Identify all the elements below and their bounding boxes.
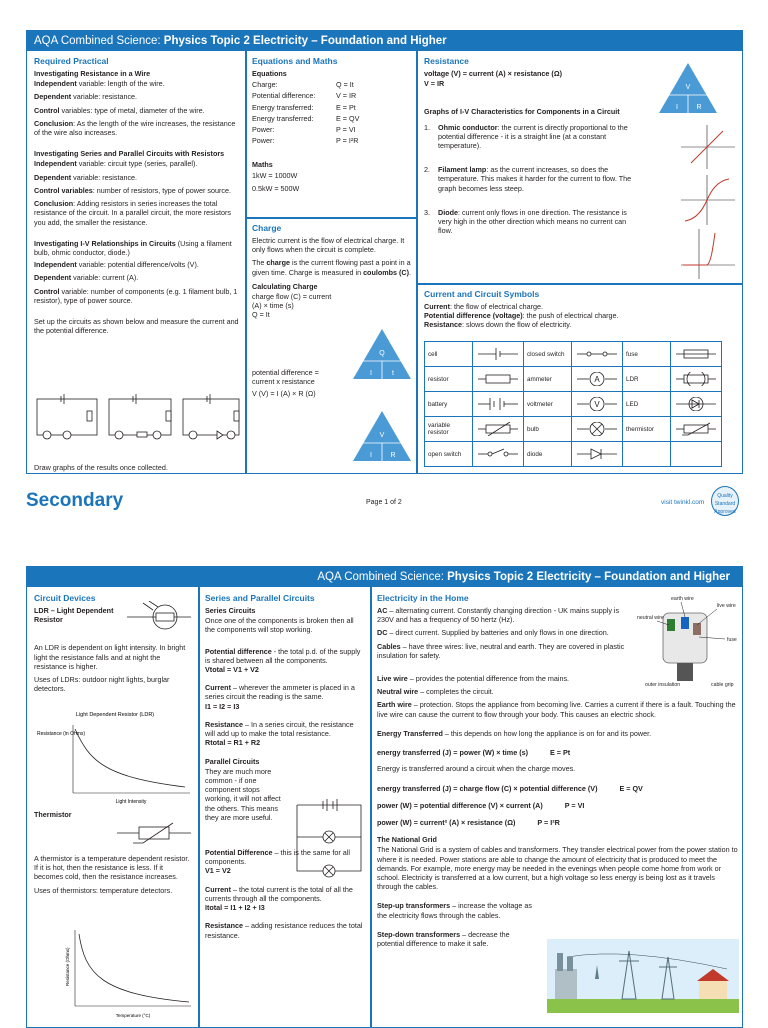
tri-label: t [392, 370, 394, 377]
thermistor-graph [51, 924, 197, 1020]
thermistor-text-block [34, 854, 194, 895]
charge-moves-text: Energy is transferred around a circuit when the charge moves. [377, 764, 576, 774]
step-up-text: Step-up transformers – increase the voltage as the electricity flows through the cables. [377, 901, 533, 920]
equation-row [252, 135, 359, 146]
symbol-label: open switch [425, 442, 473, 467]
plug-label: fuse [727, 637, 737, 643]
iv-list [424, 123, 664, 236]
symbol-label: thermistor [623, 417, 671, 442]
therm-xlabel: Temperature (°C) [115, 1013, 151, 1018]
series-text: Once one of the components is broken then all the components will stop working. [205, 616, 354, 635]
symbol-row [425, 367, 722, 392]
symbol-label: diode [524, 442, 572, 467]
divider [416, 51, 418, 474]
series-pd: Potential difference - the total p.d. of the supply is shared between all the components. [205, 646, 361, 665]
section-title-rest: (Using a filament bulb, ohmic conductor, diode.) [34, 238, 232, 257]
equations-sub: Equations [252, 68, 287, 78]
voltage-triangle [351, 409, 413, 463]
symbol-definition: Current: the flow of electrical charge. [424, 301, 544, 311]
page-number: Page 1 of 2 [366, 499, 402, 506]
grid-text: The National Grid is a system of cables and transformers. They transfer electrical power from the power station to where it is needed. Power stations are able to change the amount of electricity that is produced to meet the demands. For example, more energy may be needed in the evenings when people come home from work or school. Electricity is transferred at a low current, but a high voltage so less energy is being lost as it travels through the cables. [377, 845, 738, 892]
equation-formula: P = I²R [336, 136, 359, 146]
LED-icon [671, 392, 722, 417]
wire-resistance-lines [34, 79, 240, 137]
practical-line: Independent variable: length of the wire. [34, 79, 165, 89]
series-resistance: Resistance – In a series circuit, the resistance will add up to make the total resistance. [205, 719, 354, 739]
practical-line: Conclusion: As the length of the wire increases, the resistance of the wire also increases. [34, 118, 236, 137]
ac-text: AC – alternating current. Constantly changing direction - UK mains supply is 230V and has a frequency of 50 hertz (Hz). [377, 605, 620, 625]
devices-heading: Circuit Devices [34, 593, 96, 603]
open-switch-icon [473, 442, 524, 467]
earth-text: Earth wire – protection. Stops the appliance from becoming live. Carries a current if there is a fault. Touching the live wire can cause the current to flow through your body. This causes an electric shock. [377, 700, 736, 719]
svg-text:A: A [594, 375, 600, 384]
ldr-xlabel: Light Intensity [115, 799, 147, 805]
brand-logo: Secondary [26, 490, 124, 511]
charge-p1: Electric current is the flow of electrical charge. It only flows when the circuit is complete. [252, 235, 405, 255]
ldr-title: LDR – Light Dependent Resistor [34, 605, 114, 625]
resistance-eq-short: V = IR [424, 79, 445, 89]
series-pd-eq: Vtotal = V1 + V2 [205, 664, 259, 674]
page-two [26, 566, 743, 1028]
plug-label: earth wire [671, 596, 694, 602]
equation-name: Power: [252, 124, 275, 134]
quality-badge: Quality Standard Approved [711, 486, 739, 516]
battery-icon [473, 392, 524, 417]
svg-text:R: R [390, 452, 396, 459]
parallel-resistance: Resistance – adding resistance reduces the total resistance. [205, 921, 363, 940]
parallel-current: Current – the total current is the total of all the currents through all the components. [205, 884, 353, 903]
title-main: Physics Topic 2 Electricity – Foundation and Higher [163, 35, 447, 47]
filament-graph [677, 173, 737, 227]
equation-row [252, 90, 359, 101]
symbol-label [623, 442, 671, 467]
practical-line: Control variables: number of resistors, type of power source. [34, 185, 231, 195]
symbol-row [425, 392, 722, 417]
symbol-label: LED [623, 392, 671, 417]
symbol-label: bulb [524, 417, 572, 442]
symbol-label: battery [425, 392, 473, 417]
page-two-title-bar [27, 567, 742, 587]
symbols-section [424, 289, 734, 330]
home-heading: Electricity in the Home [377, 593, 469, 603]
parallel-pd-eq: V1 = V2 [205, 866, 231, 876]
resistance-section [424, 56, 664, 251]
series-resistance-eq: Rtotal = R1 + R2 [205, 738, 261, 748]
empty-icon [671, 442, 722, 467]
equation-row [252, 113, 359, 124]
live-text: Live wire – provides the potential difference from the mains. [377, 673, 570, 683]
series-current: Current – wherever the ammeter is placed in a series circuit the reading is the same. [205, 683, 355, 702]
iv-item: 1. Ohmic conductor: the current is directly proportional to the potential difference - it is a straight line (at a constant temperature). [424, 122, 628, 150]
ldr-uses: Uses of LDRs: outdoor night lights, burglar detectors. [34, 674, 170, 694]
maths-line: 0.5kW = 500W [252, 183, 300, 193]
divider [245, 51, 247, 474]
thermistor-uses: Uses of thermistors: temperature detectors. [34, 885, 173, 895]
symbol-label: closed switch [524, 342, 572, 367]
equation-formula: V = IR [336, 91, 357, 101]
equations-table [252, 79, 359, 146]
iv-lines [34, 260, 240, 305]
divider [370, 587, 372, 1028]
equation-row [252, 79, 359, 90]
equation-name: Charge: [252, 80, 278, 90]
symbol-label: LDR [623, 367, 671, 392]
section-title: Investigating I-V Relationships in Circuits [34, 238, 176, 248]
therm-ylabel: Resistance (Ohms) [65, 947, 70, 986]
national-grid-illustration [547, 939, 739, 1013]
calc-title: Calculating Charge [252, 281, 318, 291]
practical-line: Dependent variable: resistance. [34, 172, 138, 182]
equation-formula: E = Pt [336, 102, 356, 112]
series-title: Series Circuits [205, 605, 256, 615]
equation-formula: P = VI [336, 124, 356, 134]
equation-formula: Q = It [336, 80, 354, 90]
closed-switch-icon [572, 342, 623, 367]
practical-line: Independent variable: circuit type (series, parallel). [34, 159, 198, 169]
ammeter-icon [572, 367, 623, 392]
maths-title: Maths [252, 160, 273, 170]
practical-line: Independent variable: potential difference/volts (V). [34, 260, 199, 270]
title-prefix: AQA Combined Science: [34, 35, 161, 47]
parallel-pd: Potential Difference – this is the same for all components. [205, 848, 350, 867]
divider [246, 217, 416, 219]
practical-line: Dependent variable: current (A). [34, 273, 139, 283]
practical-line: Control variable: number of components (e.g. 1 filament bulb, 1 resistor), type of power source. [34, 286, 238, 305]
svg-text:R: R [696, 104, 702, 111]
power-eq-2: power (W) = current² (A) × resistance (Ω) P = I²R [377, 817, 560, 827]
equation-name: Power: [252, 136, 275, 146]
voltmeter-icon [572, 392, 623, 417]
resistor-icon [473, 367, 524, 392]
symbols-heading: Current and Circuit Symbols [424, 289, 540, 299]
parallel-circuit-diagram [291, 799, 367, 883]
page-one [26, 30, 743, 474]
plug-label: cable grip [711, 682, 734, 688]
setup-text: Set up the circuits as shown below and measure the current and the potential difference. [34, 317, 239, 336]
equation-name: Energy transferred: [252, 113, 314, 123]
resistance-eq: voltage (V) = current (A) × resistance (Ω) [424, 68, 562, 78]
power-eq-1: power (W) = potential difference (V) × current (A) P = VI [377, 800, 585, 810]
required-practical [34, 56, 240, 335]
symbols-table [424, 341, 722, 467]
draw-text: Draw graphs of the results once collected. [34, 463, 168, 472]
series-parallel-section [205, 593, 365, 940]
svg-text:V: V [379, 432, 385, 439]
iv-item: 2. Filament lamp: as the current increases, so does the temperature. This makes it harder for the current to flow. The graph becomes less steep. [424, 165, 632, 193]
pd-eq-short: V (V) = I (A) × R (Ω) [252, 389, 316, 399]
fuse-icon [671, 342, 722, 367]
symbol-label: variable resistor [425, 417, 473, 442]
calc-eq: charge flow (C) = current (A) × time (s) [252, 291, 332, 311]
energy-eq-1: energy transferred (J) = power (W) × time (s) E = Pt [377, 748, 571, 758]
energy-transferred-text: Energy Transferred – this depends on how long the appliance is on for and its power. [377, 728, 652, 738]
equations-heading: Equations and Maths [252, 56, 338, 66]
svg-text:V: V [594, 400, 600, 409]
equations-section [252, 56, 412, 193]
charge-heading: Charge [252, 223, 282, 233]
symbol-definition: Resistance: slows down the flow of electricity. [424, 320, 572, 330]
calc-eq-short: Q = It [252, 310, 270, 320]
equation-row [252, 102, 359, 113]
neutral-text: Neutral wire – completes the circuit. [377, 687, 494, 697]
parallel-title: Parallel Circuits [205, 756, 260, 766]
parallel-text: They are much more common - if one component stops working, it will not affect the others. This means they are more useful. [205, 766, 281, 822]
plug-label: live wire [717, 603, 736, 609]
parallel-current-eq: Itotal = I1 + I2 + I3 [205, 903, 265, 913]
symbol-label: ammeter [524, 367, 572, 392]
ldr-ylabel: Resistance (in Ohms) [37, 731, 86, 737]
resistance-triangle [657, 61, 719, 115]
iv-item: 3. Diode: current only flows in one direction. The resistance is very high in the other direction which means no current can flow. [424, 207, 627, 236]
thermistor-symbol-icon [115, 819, 193, 847]
symbol-label: resistor [425, 367, 473, 392]
series-parallel-lines [34, 159, 240, 226]
title-prefix: AQA Combined Science: [317, 571, 444, 583]
svg-text:V: V [685, 84, 691, 91]
dc-text: DC – direct current. Supplied by batteries and only flows in one direction. [377, 628, 609, 638]
pd-eq: potential difference = current x resistance [252, 367, 319, 386]
thermistor-icon [671, 417, 722, 442]
charge-p2: The charge is the current flowing past a point in a given time. Charge is measured in coulombs (C). [252, 258, 411, 277]
variable-resistor-icon [473, 417, 524, 442]
svg-text:I: I [676, 104, 678, 111]
tri-label: Q [379, 350, 385, 357]
section-title: Investigating Resistance in a Wire [34, 68, 151, 78]
step-down-text: Step-down transformers – decrease the potential difference to make it safe. [377, 929, 510, 949]
ldr-text: An LDR is dependent on light intensity. In bright light the resistance falls and at night the resistance is higher. [34, 643, 186, 671]
charge-triangle [351, 327, 413, 381]
resistance-heading: Resistance [424, 56, 469, 66]
symbol-row [425, 342, 722, 367]
diode-icon [572, 442, 623, 467]
ldr-graph-title: Light Dependent Resistor (LDR) [75, 712, 155, 718]
thermistor-text: A thermistor is a temperature dependent resistor. If it is hot, then the resistance is less. If it becomes cold, then the resistance increases. [34, 854, 190, 882]
equation-name: Energy transferred: [252, 102, 314, 112]
tri-label: I [370, 370, 372, 377]
practical-line: Dependent variable: resistance. [34, 92, 138, 102]
plug-label: outer insulation [645, 682, 681, 688]
symbol-row [425, 442, 722, 467]
diode-graph [677, 227, 737, 281]
practical-line: Conclusion: Adding resistors in series increases the total resistance of the circuit. In a parallel circuit, the more resistors you add, the smaller the resistance. [34, 199, 231, 227]
page-one-title-bar [27, 31, 742, 51]
energy-eq-2: energy transferred (J) = charge flow (C) × potential difference (V) E = QV [377, 783, 643, 793]
symbol-label: voltmeter [524, 392, 572, 417]
ldr-symbol-icon [123, 601, 193, 633]
section-title: Investigating Series and Parallel Circuits with Resistors [34, 149, 225, 159]
series-heading: Series and Parallel Circuits [205, 593, 315, 603]
symbol-row [425, 417, 722, 442]
practical-line: Control variables: type of metal, diameter of the wire. [34, 105, 205, 115]
equation-row [252, 124, 359, 135]
plug-label: neutral wire [637, 615, 664, 621]
practical-circuit-diagrams [33, 393, 243, 445]
visit-link[interactable]: visit twinkl.com [661, 499, 705, 506]
plug-diagram [633, 593, 743, 689]
title-main: Physics Topic 2 Electricity – Foundation and Higher [447, 571, 730, 583]
series-current-eq: I1 = I2 = I3 [205, 701, 240, 711]
svg-text:I: I [370, 452, 372, 459]
symbol-definition: Potential difference (voltage): the push of electrical charge. [424, 311, 619, 321]
grid-title: The National Grid [377, 835, 437, 845]
maths-line: 1kW = 1000W [252, 170, 298, 180]
symbol-label: cell [425, 342, 473, 367]
divider [198, 587, 200, 1028]
cell-icon [473, 342, 524, 367]
ohmic-graph [677, 123, 737, 171]
equation-formula: E = QV [336, 113, 360, 123]
thermistor-title: Thermistor [34, 810, 72, 819]
divider [417, 283, 743, 285]
ldr-graph [35, 707, 195, 807]
equation-name: Potential difference: [252, 91, 316, 101]
required-practical-heading: Required Practical [34, 56, 109, 66]
symbol-definitions [424, 302, 734, 330]
bulb-icon [572, 417, 623, 442]
LDR-icon [671, 367, 722, 392]
symbol-label: fuse [623, 342, 671, 367]
cables-text: Cables – have three wires: live, neutral and earth. They are covered in plastic insulation for safety. [377, 641, 625, 660]
graphs-title: Graphs of I-V Characteristics for Components in a Circuit [424, 107, 620, 117]
